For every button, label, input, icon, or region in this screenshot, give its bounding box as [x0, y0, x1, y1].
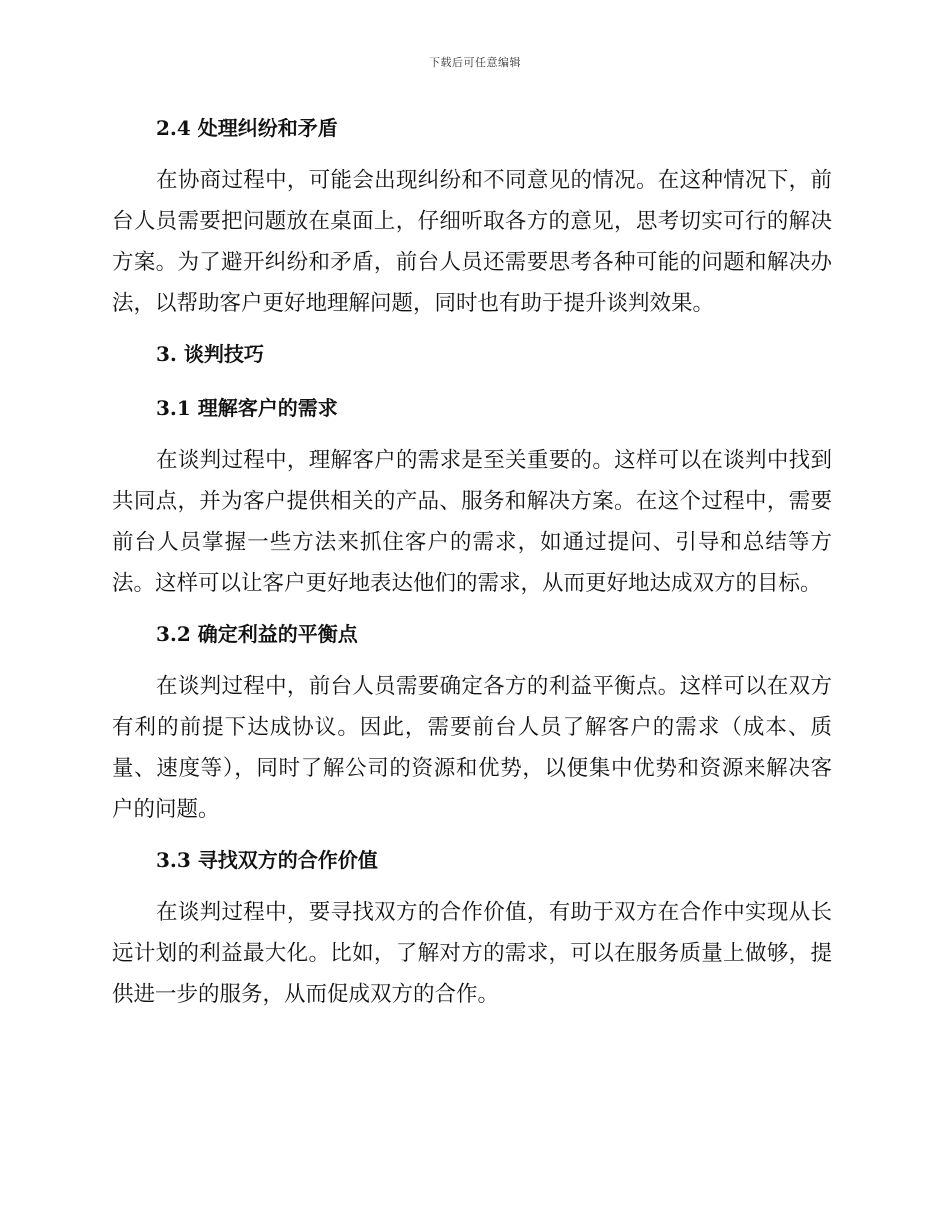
section-heading-2-4: 2.4 处理纠纷和矛盾 — [156, 116, 338, 140]
section-heading-3: 3. 谈判技巧 — [156, 342, 264, 366]
section-paragraph-2-4: 在协商过程中，可能会出现纠纷和不同意见的情况。在这种情况下，前台人员需要把问题放在桌面上，仔细听取各方的意见，思考切实可行的解决方案。为了避开纠纷和矛盾，前台人员还需要思考各种可能的问题和解决办法，以帮助客户更好地理解问题，同时也有助于提升谈判效果。 — [112, 168, 832, 316]
page-header: 下载后可任意编辑 — [429, 56, 521, 69]
section-paragraph-3-3: 在谈判过程中，要寻找双方的合作价值，有助于双方在合作中实现从长远计划的利益最大化。比如，了解对方的需求，可以在服务质量上做够，提供进一步的服务，从而促成双方的合作。 — [112, 900, 832, 1007]
section-paragraph-3-2: 在谈判过程中，前台人员需要确定各方的利益平衡点。这样可以在双方有利的前提下达成协议。因此，需要前台人员了解客户的需求（成本、质量、速度等），同时了解公司的资源和优势，以便集中优势和资源来解决客户的问题。 — [112, 674, 832, 822]
section-heading-3-3: 3.3 寻找双方的合作价值 — [156, 848, 378, 872]
document-body — [112, 110, 832, 1015]
section-paragraph-3-1: 在谈判过程中，理解客户的需求是至关重要的。这样可以在谈判中找到共同点，并为客户提供相关的产品、服务和解决方案。在这个过程中，需要前台人员掌握一些方法来抓住客户的需求，如通过提问、引导和总结等方法。这样可以让客户更好地表达他们的需求，从而更好地达成双方的目标。 — [112, 448, 832, 596]
section-heading-3-2: 3.2 确定利益的平衡点 — [156, 622, 358, 646]
section-heading-3-1: 3.1 理解客户的需求 — [156, 396, 338, 420]
